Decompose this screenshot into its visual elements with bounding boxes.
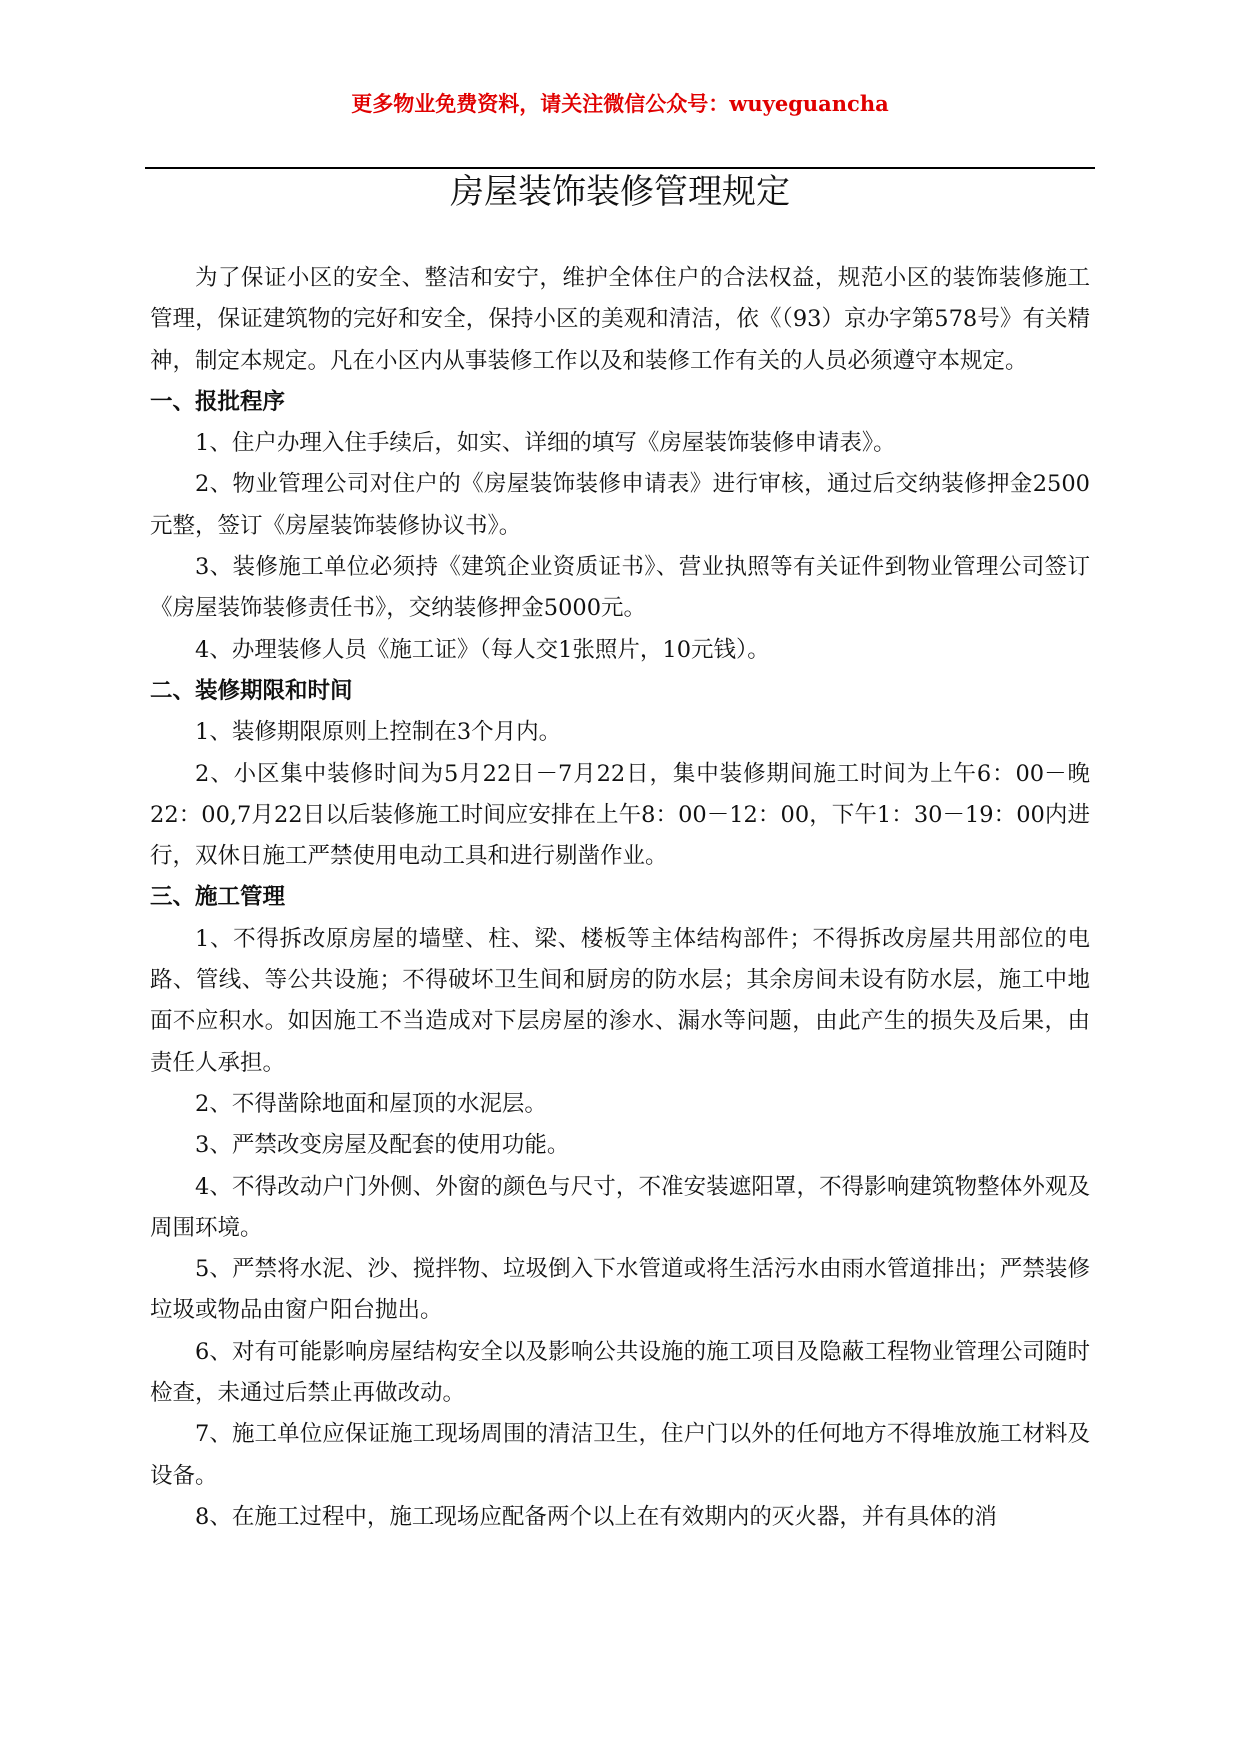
section-item: 5、严禁将水泥、沙、搅拌物、垃圾倒入下水管道或将生活污水由雨水管道排出；严禁装修垃圾或物品由窗户阳台抛出。 [150,1256,1090,1324]
section-item: 2、小区集中装修时间为5月22日－7月22日，集中装修期间施工时间为上午6：00－晚22：00,7月22日以后装修施工时间应安排在上午8：00－12：00，下午1：30－19：00内进行，双休日施工严禁使用电动工具和进行剔凿作业。 [150,760,1090,870]
section-item: 4、不得改动户门外侧、外窗的颜色与尺寸，不准安装遮阳罩，不得影响建筑物整体外观及周围环境。 [150,1173,1090,1241]
header-promo-note: 更多物业免费资料，请关注微信公众号：wuyeguancha [351,91,889,116]
section-item: 6、对有可能影响房屋结构安全以及影响公共设施的施工项目及隐蔽工程物业管理公司随时检查，未通过后禁止再做改动。 [150,1338,1090,1407]
section-item: 2、物业管理公司对住户的《房屋装饰装修申请表》进行审核，通过后交纳装修押金2500元整，签订《房屋装饰装修协议书》。 [150,471,1090,539]
section-item: 2、不得凿除地面和屋顶的水泥层。 [195,1090,547,1117]
section-item: 3、严禁改变房屋及配套的使用功能。 [195,1132,570,1159]
document-body [150,258,1090,1538]
section-item: 7、施工单位应保证施工现场周围的清洁卫生，住户门以外的任何地方不得堆放施工材料及设备。 [150,1421,1090,1489]
section-item: 4、办理装修人员《施工证》（每人交1张照片，10元钱）。 [195,636,770,663]
section-item: 1、住户办理入住手续后，如实、详细的填写《房屋装饰装修申请表》。 [195,430,896,457]
section-item: 1、不得拆改原房屋的墙壁、柱、梁、楼板等主体结构部件；不得拆改房屋共用部位的电路、管线、等公共设施；不得破坏卫生间和厨房的防水层；其余房间未设有防水层，施工中地面不应积水。如因施工不当造成对下层房屋的渗水、漏水等问题，由此产生的损失及后果，由责任人承担。 [150,925,1090,1076]
section-heading-period: 二、装修期限和时间 [150,677,353,704]
section-item: 8、在施工过程中，施工现场应配备两个以上在有效期内的灭火器，并有具体的消 [195,1503,997,1530]
section-heading-construction: 三、施工管理 [150,884,286,911]
intro-paragraph: 为了保证小区的安全、整洁和安宁，维护全体住户的合法权益，规范小区的装饰装修施工管理，保证建筑物的完好和安全，保持小区的美观和清洁，依《（93）京办字第578号》有关精神，制定本规定。凡在小区内从事装修工作以及和装修工作有关的人员必须遵守本规定。 [150,265,1090,374]
section-item: 3、装修施工单位必须持《建筑企业资质证书》、营业执照等有关证件到物业管理公司签订《房屋装饰装修责任书》，交纳装修押金5000元。 [150,554,1090,622]
section-heading-approval: 一、报批程序 [150,388,286,415]
document-title: 房屋装饰装修管理规定 [450,172,790,212]
section-item: 1、装修期限原则上控制在3个月内。 [195,719,562,746]
